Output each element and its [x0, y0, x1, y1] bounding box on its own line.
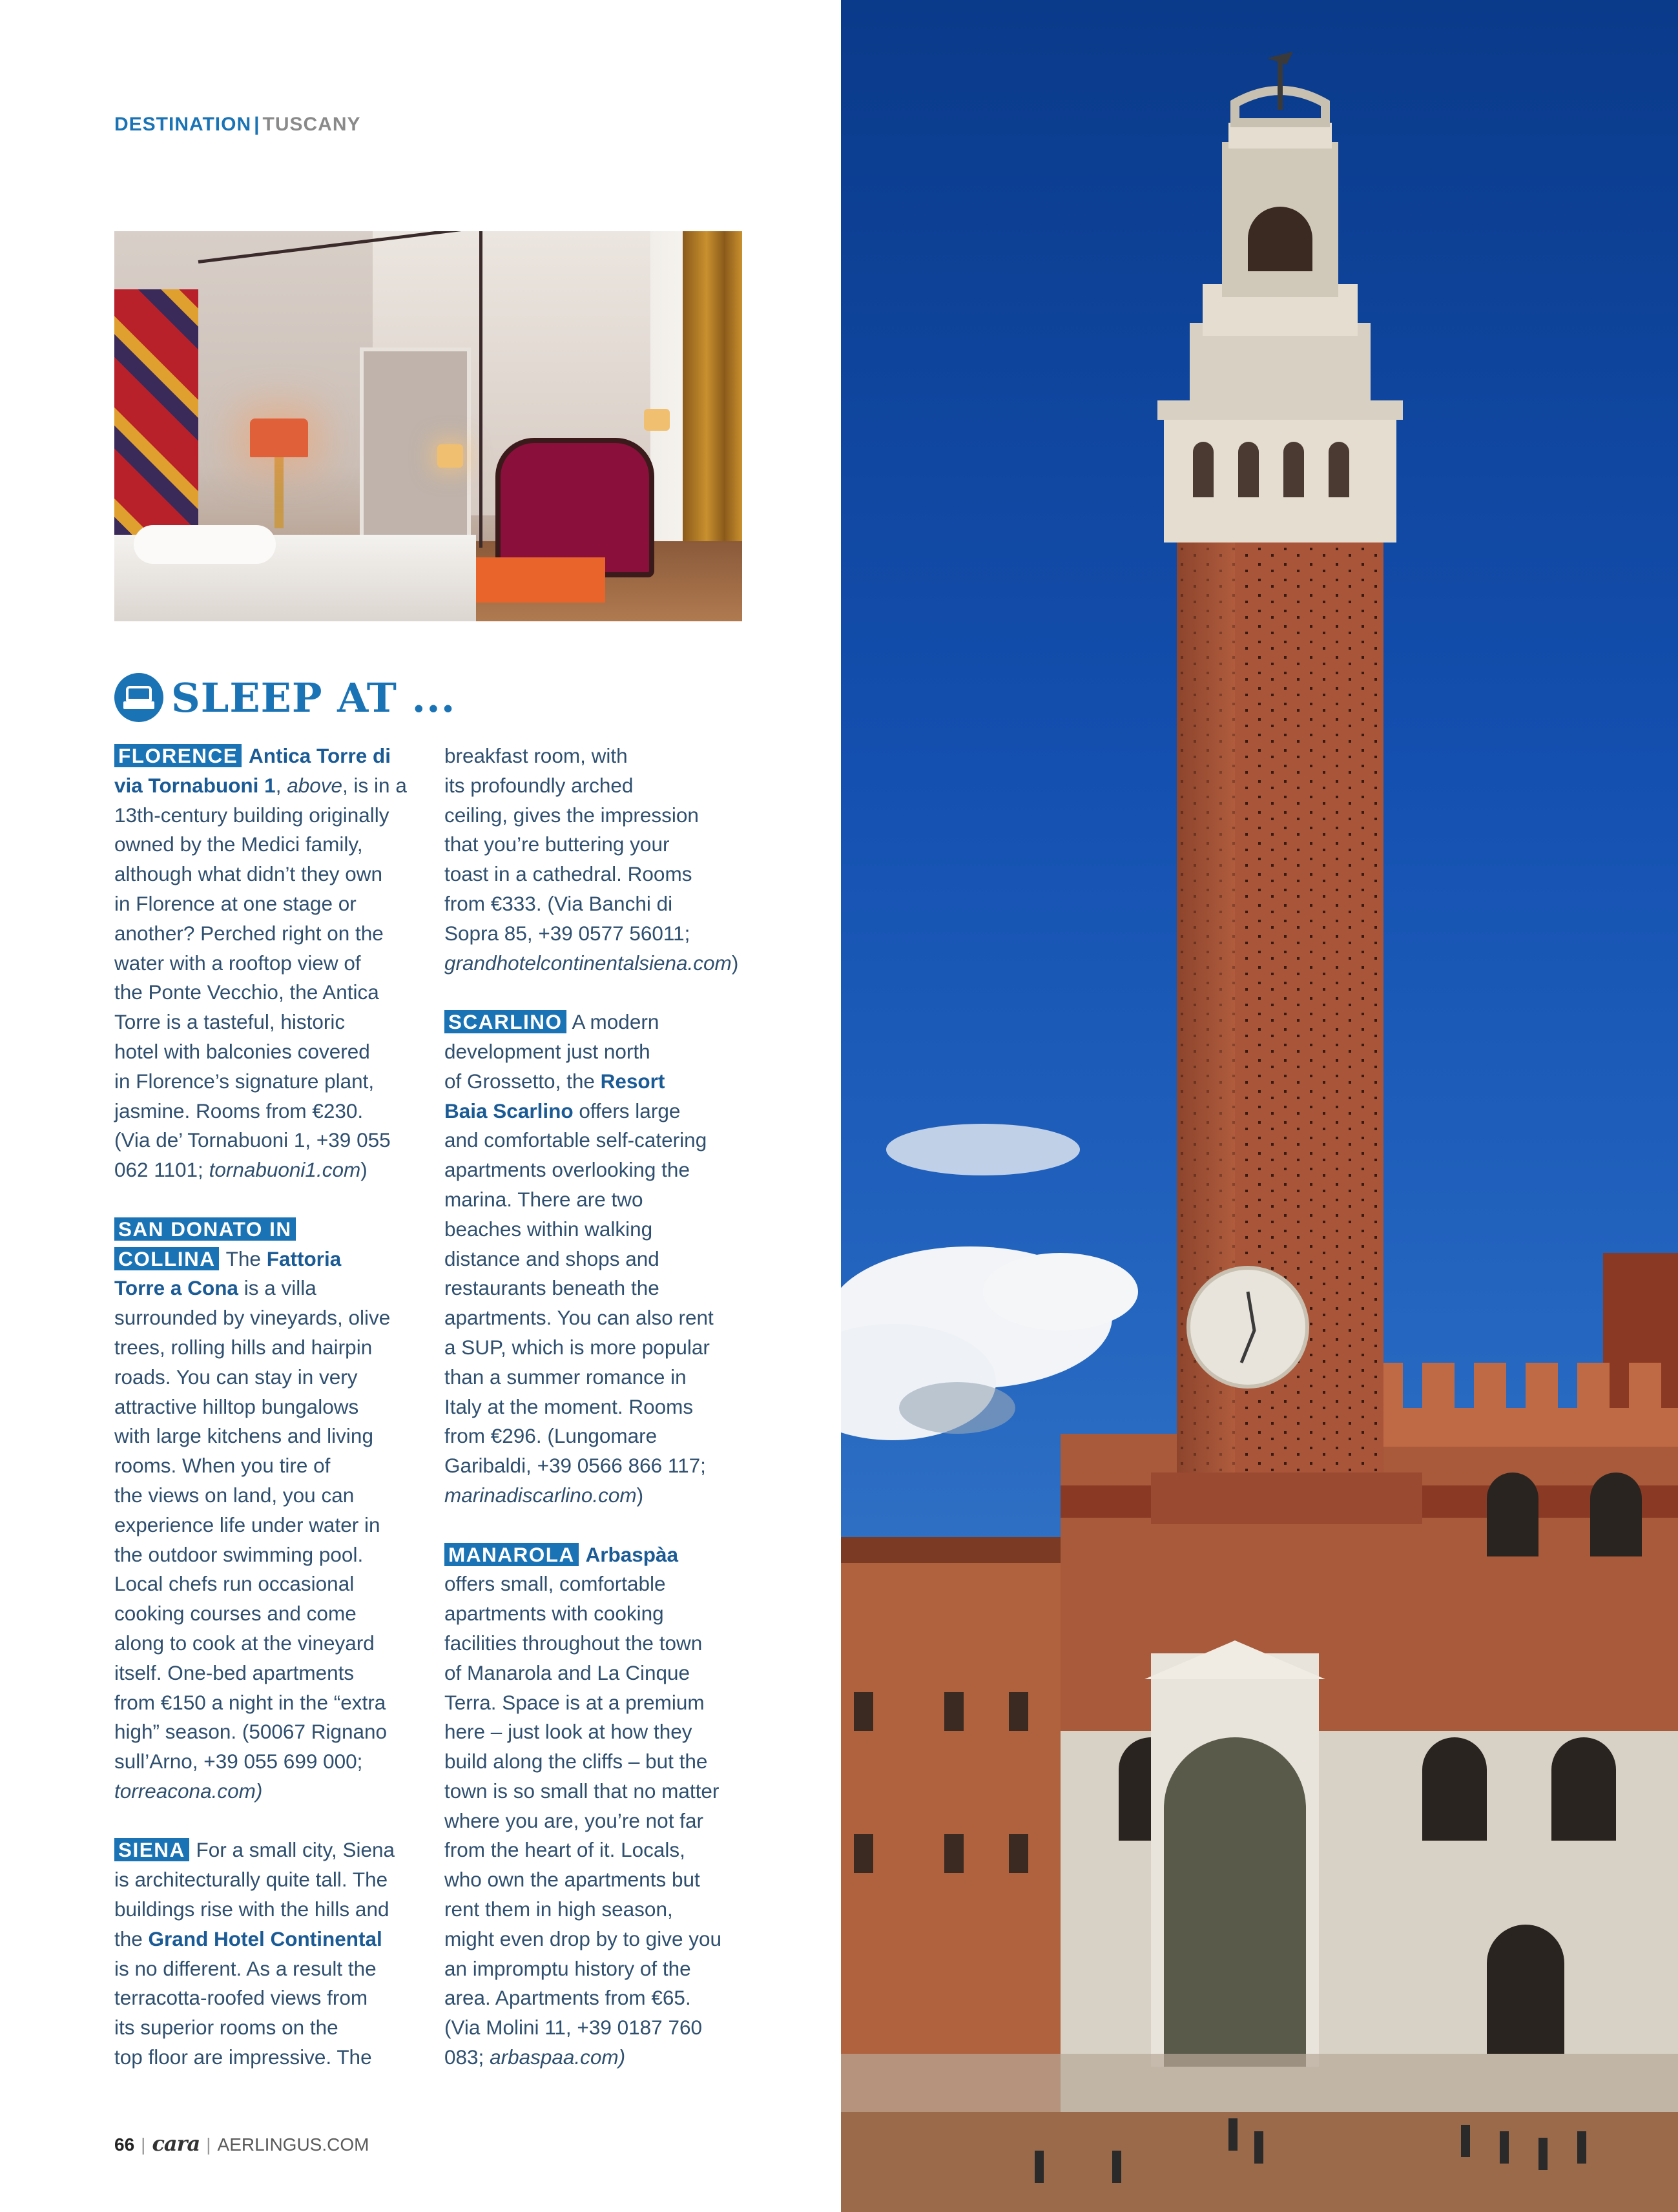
text-line [114, 1747, 423, 1777]
text-segment: beaches within walking [444, 1217, 653, 1241]
text-line [114, 1688, 423, 1718]
text-line [114, 889, 423, 919]
location-tag: SAN DONATO IN [114, 1217, 296, 1241]
text-line [444, 1421, 753, 1451]
text-segment: of Manarola and La Cinque [444, 1660, 690, 1684]
text-segment: although what didn’t they own [114, 862, 383, 886]
text-segment: the [114, 1927, 149, 1950]
text-line [114, 1954, 423, 1984]
paragraph-gap [444, 1511, 753, 1540]
text-segment: offers large [573, 1099, 681, 1122]
text-segment: in Florence at one stage or [114, 891, 357, 915]
location-tag: MANAROLA [444, 1543, 579, 1566]
text-segment: is architecturally quite tall. The [114, 1868, 388, 1892]
text-line [444, 919, 753, 949]
text-segment: arbaspaa.com) [490, 2045, 626, 2069]
text-segment: the views on land, you can [114, 1483, 355, 1507]
text-segment: offers small, comfortable [444, 1572, 666, 1596]
text-segment: The [220, 1246, 267, 1270]
text-line [444, 2043, 753, 2072]
text-segment: of Grossetto, the [444, 1069, 601, 1093]
text-line [444, 1747, 753, 1777]
text-line [114, 978, 423, 1008]
text-line [114, 1629, 423, 1659]
text-segment: cooking courses and come [114, 1602, 357, 1626]
text-line [444, 1629, 753, 1659]
text-segment: marinadiscarlino.com [444, 1483, 637, 1507]
text-line [444, 1392, 753, 1422]
text-line [114, 2043, 423, 2072]
text-segment: For a small city, Siena [190, 1838, 395, 1862]
text-line [444, 1835, 753, 1865]
text-line [114, 1599, 423, 1629]
text-line [444, 1954, 753, 1984]
text-segment: apartments with cooking [444, 1602, 664, 1626]
text-segment: experience life under water in [114, 1513, 380, 1536]
text-line [444, 949, 753, 978]
text-segment: Italy at the moment. Rooms [444, 1394, 694, 1418]
text-segment: distance and shops and [444, 1246, 659, 1270]
text-segment: (Via Molini 11, +39 0187 760 [444, 2016, 702, 2040]
page-footer [114, 2131, 369, 2156]
hotel-name: Baia Scarlino [444, 1099, 574, 1122]
text-segment: water with a rooftop view of [114, 951, 361, 975]
text-line [444, 801, 753, 831]
text-line [114, 1540, 423, 1570]
text-segment [243, 744, 249, 767]
text-line [444, 1659, 753, 1688]
location-tag: SCARLINO [444, 1010, 566, 1033]
text-line [444, 1155, 753, 1185]
text-line [114, 1008, 423, 1037]
text-segment: from €150 a night in the “extra [114, 1690, 386, 1714]
text-segment: apartments overlooking the [444, 1158, 690, 1182]
text-segment: high” season. (50067 Rignano [114, 1720, 388, 1744]
text-segment: 062 1101; [114, 1158, 209, 1182]
website-link[interactable]: AERLINGUS.COM [217, 2134, 369, 2155]
text-line [444, 1806, 753, 1836]
text-line [444, 1895, 753, 1925]
text-segment: that you’re buttering your [444, 832, 670, 856]
text-segment: toast in a cathedral. Rooms [444, 862, 692, 886]
hotel-name: Torre a Cona [114, 1276, 238, 1300]
text-line [444, 1717, 753, 1747]
text-line [114, 860, 423, 889]
text-segment: breakfast room, with [444, 744, 628, 767]
article-column-1 [114, 741, 423, 2072]
hotel-name: Fattoria [266, 1246, 342, 1270]
text-segment: and comfortable self-catering [444, 1128, 707, 1152]
text-segment: above [287, 773, 343, 797]
text-segment: is a villa [238, 1276, 316, 1300]
text-line [444, 1303, 753, 1333]
siena-tower-photo [841, 0, 1678, 2212]
text-line [444, 1274, 753, 1303]
text-segment: Garibaldi, +39 0566 866 117; [444, 1454, 706, 1478]
text-segment: rooms. When you tire of [114, 1454, 331, 1478]
text-line [114, 1245, 423, 1274]
text-segment: hotel with balconies covered [114, 1039, 370, 1063]
text-segment: ) [636, 1483, 644, 1507]
text-line [114, 949, 423, 978]
text-line [114, 1481, 423, 1511]
hotel-name: Grand Hotel Continental [148, 1927, 382, 1950]
text-line [114, 1303, 423, 1333]
text-segment: rent them in high season, [444, 1897, 673, 1921]
text-line [114, 1717, 423, 1747]
footer-separator: | [141, 2134, 146, 2155]
text-segment: buildings rise with the hills and [114, 1897, 389, 1921]
text-segment: area. Apartments from €65. [444, 1986, 691, 2010]
text-line [114, 1392, 423, 1422]
text-segment: its profoundly arched [444, 773, 634, 797]
text-segment: top floor are impressive. The [114, 2045, 372, 2069]
bed-icon [114, 673, 163, 722]
text-line [114, 1451, 423, 1481]
text-line [114, 1067, 423, 1097]
text-segment: , [275, 773, 287, 797]
paragraph-gap [444, 978, 753, 1008]
text-segment: its superior rooms on the [114, 2016, 338, 2040]
hotel-name: Antica Torre di [249, 744, 391, 767]
text-line [114, 830, 423, 860]
magazine-logo: cara [152, 2131, 200, 2156]
text-segment: Sopra 85, +39 0577 56011; [444, 921, 690, 945]
text-segment: from €296. (Lungomare [444, 1424, 658, 1448]
text-line [114, 1155, 423, 1185]
text-segment: 083; [444, 2045, 490, 2069]
text-line [444, 1865, 753, 1895]
text-segment: roads. You can stay in very [114, 1365, 358, 1389]
text-segment: terracotta-roofed views from [114, 1986, 368, 2010]
text-segment: with large kitchens and living [114, 1424, 373, 1448]
text-segment: tornabuoni1.com [209, 1158, 361, 1182]
text-line [444, 1688, 753, 1718]
text-line [444, 1126, 753, 1155]
header-subsection: TUSCANY [262, 114, 361, 135]
text-segment: a SUP, which is more popular [444, 1335, 710, 1359]
text-segment: A modern [567, 1010, 659, 1034]
text-segment: Local chefs run occasional [114, 1572, 355, 1596]
text-line [114, 1983, 423, 2013]
text-segment: town is so small that no matter [444, 1779, 720, 1803]
text-line [444, 1599, 753, 1629]
location-tag: COLLINA [114, 1247, 219, 1270]
text-line [444, 2013, 753, 2043]
text-line [114, 1097, 423, 1126]
text-line [444, 1481, 753, 1511]
text-segment: 13th-century building originally [114, 803, 389, 827]
text-segment [580, 1543, 586, 1566]
text-line [444, 1067, 753, 1097]
location-tag: FLORENCE [114, 744, 242, 767]
text-line [444, 741, 753, 771]
text-line [444, 1569, 753, 1599]
text-segment: here – just look at how they [444, 1720, 692, 1744]
text-line [444, 1245, 753, 1274]
text-line [114, 1363, 423, 1392]
text-line [444, 860, 753, 889]
text-line [444, 1097, 753, 1126]
text-line [114, 741, 423, 771]
page-number: 66 [114, 2134, 135, 2155]
text-line [444, 771, 753, 801]
location-tag: SIENA [114, 1838, 189, 1861]
text-line [114, 1037, 423, 1067]
text-line [114, 1215, 423, 1245]
text-line [114, 1865, 423, 1895]
text-segment: build along the cliffs – but the [444, 1750, 708, 1773]
text-line [114, 1659, 423, 1688]
footer-separator: | [206, 2134, 211, 2155]
text-line [114, 1569, 423, 1599]
paragraph-gap [114, 1806, 423, 1836]
text-line [444, 1215, 753, 1245]
text-segment: ) [731, 951, 739, 975]
text-line [114, 1421, 423, 1451]
text-line [114, 1835, 423, 1865]
hotel-name: Arbaspàa [585, 1542, 679, 1566]
text-line [114, 1126, 423, 1155]
hotel-room-photo [114, 231, 742, 621]
text-line [444, 1037, 753, 1067]
tower-illustration [841, 0, 1678, 2212]
text-line [114, 771, 423, 801]
text-line [444, 1540, 753, 1570]
section-title-text: SLEEP AT ... [171, 674, 456, 721]
text-segment: attractive hilltop bungalows [114, 1394, 359, 1418]
text-segment: an impromptu history of the [444, 1956, 691, 1980]
text-segment: , is in a [342, 773, 407, 797]
text-line [114, 1777, 423, 1806]
text-segment: another? Perched right on the [114, 921, 384, 945]
text-line [444, 1925, 753, 1954]
text-segment: from €333. (Via Banchi di [444, 891, 673, 915]
text-line [444, 1008, 753, 1037]
text-line [444, 1185, 753, 1215]
text-line [114, 1895, 423, 1925]
article-column-2 [444, 741, 753, 2072]
text-line [444, 1451, 753, 1481]
text-line [114, 1925, 423, 1954]
text-segment: apartments. You can also rent [444, 1306, 714, 1330]
text-segment: marina. There are two [444, 1187, 643, 1211]
text-line [444, 1983, 753, 2013]
header-separator: | [254, 114, 260, 135]
paragraph-gap [114, 1185, 423, 1215]
text-segment: owned by the Medici family, [114, 832, 363, 856]
text-segment: the Ponte Vecchio, the Antica [114, 980, 379, 1004]
text-line [444, 889, 753, 919]
text-segment: development just north [444, 1039, 650, 1063]
text-segment: is no different. As a result the [114, 1956, 377, 1980]
text-line [114, 1274, 423, 1303]
text-line [444, 1777, 753, 1806]
text-segment: the outdoor swimming pool. [114, 1542, 364, 1566]
text-segment: ) [360, 1158, 368, 1182]
text-segment: Terra. Space is at a premium [444, 1690, 705, 1714]
text-line [114, 919, 423, 949]
text-segment: than a summer romance in [444, 1365, 687, 1389]
text-segment: torreacona.com) [114, 1779, 263, 1803]
text-segment: (Via de’ Tornabuoni 1, +39 055 [114, 1128, 391, 1152]
text-segment: who own the apartments but [444, 1868, 700, 1892]
text-segment: trees, rolling hills and hairpin [114, 1335, 373, 1359]
text-segment: restaurants beneath the [444, 1276, 659, 1300]
text-segment: sull’Arno, +39 055 699 000; [114, 1750, 363, 1773]
text-line [444, 1333, 753, 1363]
text-line [114, 1333, 423, 1363]
text-segment: facilities throughout the town [444, 1631, 703, 1655]
header-section: DESTINATION [114, 114, 252, 135]
text-segment: might even drop by to give you [444, 1927, 722, 1950]
section-header [114, 114, 361, 136]
text-segment: ceiling, gives the impression [444, 803, 699, 827]
text-segment: surrounded by vineyards, olive [114, 1306, 391, 1330]
text-segment: where you are, you’re not far [444, 1808, 703, 1832]
text-line [114, 2013, 423, 2043]
text-segment: Torre is a tasteful, historic [114, 1010, 346, 1034]
text-line [114, 801, 423, 831]
section-title [114, 672, 455, 723]
text-line [114, 1511, 423, 1540]
text-line [444, 1363, 753, 1392]
text-segment: itself. One-bed apartments [114, 1660, 355, 1684]
hotel-name: via Tornabuoni 1 [114, 773, 276, 797]
text-segment: in Florence’s signature plant, [114, 1069, 375, 1093]
text-line [444, 830, 753, 860]
text-segment: from the heart of it. Locals, [444, 1838, 685, 1862]
text-segment: along to cook at the vineyard [114, 1631, 375, 1655]
text-segment: grandhotelcontinentalsiena.com [444, 951, 732, 975]
hotel-name: Resort [600, 1069, 665, 1093]
text-segment: jasmine. Rooms from €230. [114, 1099, 364, 1122]
